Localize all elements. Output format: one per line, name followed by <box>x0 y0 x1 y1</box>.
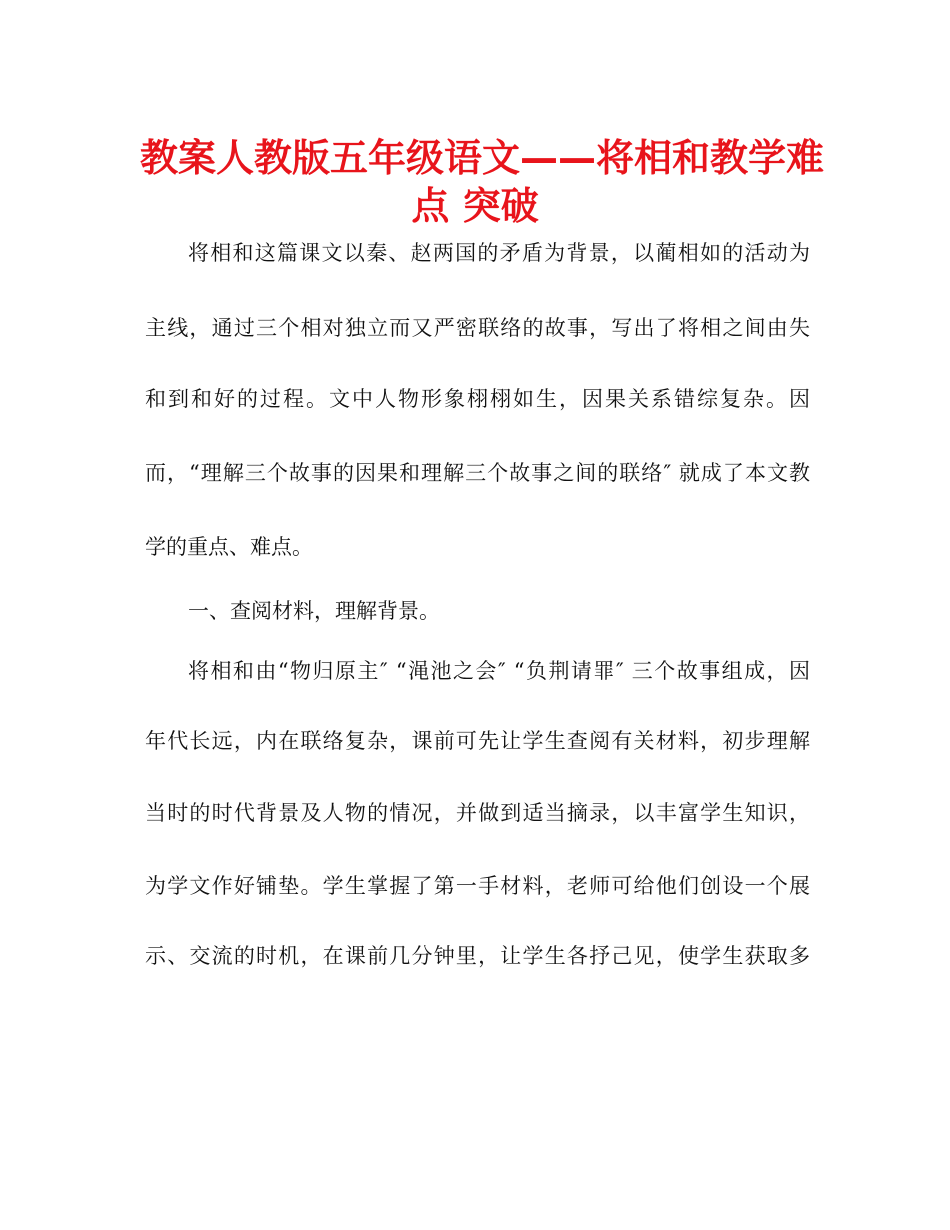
document-title-line-1: 教案人教版五年级语文——将相和教学难 <box>140 136 825 180</box>
paragraph-1-line-3: 和到和好的过程。文中人物形象栩栩如生，因果关系错综复杂。因 <box>145 387 810 411</box>
paragraph-1-line-5: 学的重点、难点。 <box>145 535 313 559</box>
paragraph-1-line-4: 而，“理解三个故事的因果和理解三个故事之间的联络″ 就成了本文教 <box>145 461 810 485</box>
paragraph-1-line-1: 将相和这篇课文以秦、赵两国的矛盾为背景，以蔺相如的活动为 <box>188 241 810 265</box>
section-heading-1: 一、查阅材料，理解背景。 <box>188 599 440 623</box>
document-title-line-2: 点 突破 <box>411 184 539 228</box>
paragraph-1-line-2: 主线，通过三个相对独立而又严密联络的故事，写出了将相之间由失 <box>145 316 810 340</box>
paragraph-2-line-3: 当时的时代背景及人物的情况，并做到适当摘录，以丰富学生知识， <box>145 801 810 825</box>
paragraph-2-line-4: 为学文作好铺垫。学生掌握了第一手材料，老师可给他们创设一个展 <box>145 874 810 898</box>
paragraph-2-line-5: 示、交流的时机，在课前几分钟里，让学生各抒己见，使学生获取多 <box>145 944 810 968</box>
paragraph-2-line-2: 年代长远，内在联络复杂，课前可先让学生查阅有关材料，初步理解 <box>145 729 810 753</box>
paragraph-2-line-1: 将相和由“物归原主″ “渑池之会″ “负荆请罪″ 三个故事组成，因 <box>188 659 810 683</box>
